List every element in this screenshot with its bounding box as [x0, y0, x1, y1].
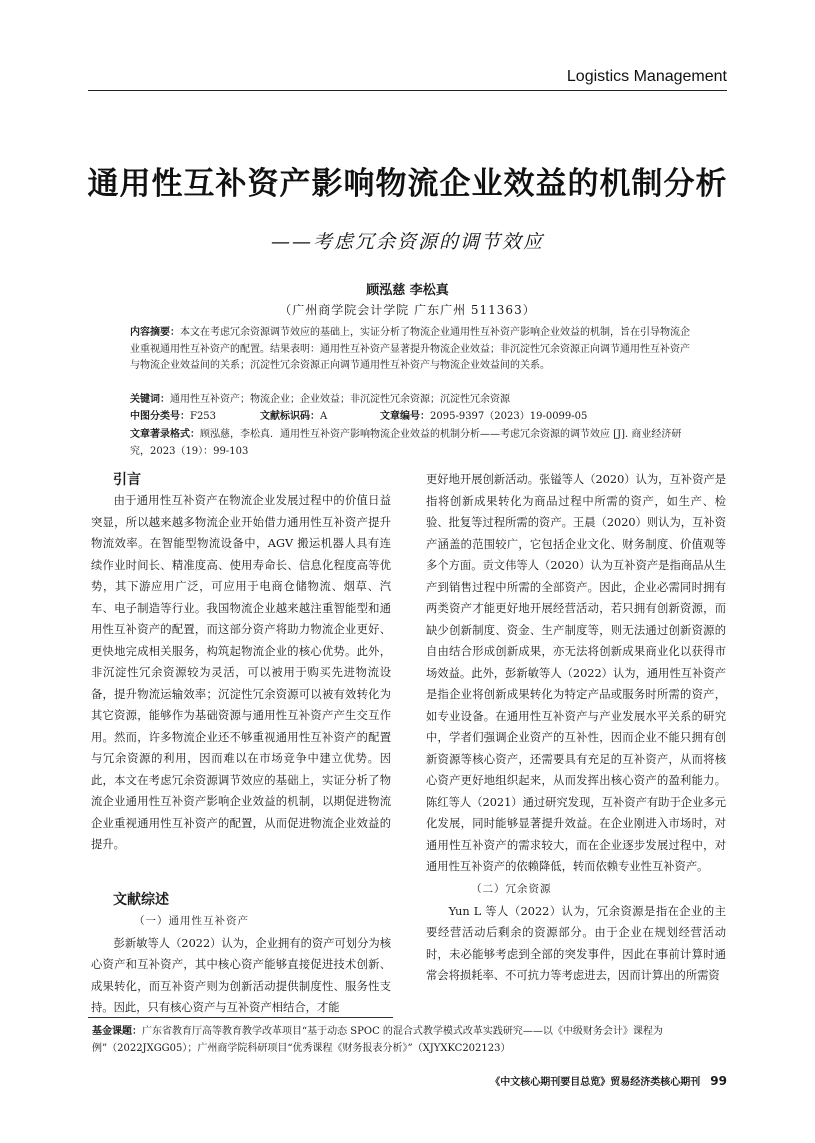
doc-code-value: A [320, 411, 328, 422]
intro-heading: 引言 [113, 472, 141, 488]
section-tag: Logistics Management [566, 68, 727, 85]
subsection-1-heading: （一）通用性互补资产 [134, 914, 249, 927]
keywords [130, 392, 695, 409]
keywords-label: 关键词： [130, 394, 170, 405]
doc-code-label: 文献标识码： [260, 411, 320, 422]
subsection-2-paragraph: Yun L 等人（2022）认为，冗余资源是指在企业的主要经营活动后剩余的资源部分。由于企业在规划经营活动时，未必能够考虑到全部的突发事件，因此在事前计算时通常会将损耗率、不可抗力等考虑进去，因而计算出的所需资 [426, 904, 726, 982]
abstract-label: 内容摘要： [130, 327, 180, 338]
review-heading: 文献综述 [113, 891, 169, 908]
page-footer [490, 1073, 727, 1088]
subsection-2-heading: （二）冗余资源 [471, 882, 552, 895]
keywords-text: 通用性互补资产；物流企业；企业效益；非沉淀性冗余资源；沉淀性冗余资源 [170, 394, 510, 405]
author-affiliation: （广州商学院会计学院 广东广州 511363） [279, 303, 536, 317]
article-id-label: 文章编号： [380, 411, 430, 422]
page-number: 99 [710, 1074, 727, 1088]
journal-name: 《中文核心期刊要目总览》贸易经济类核心期刊 [490, 1077, 701, 1088]
citation-label: 文章著录格式： [130, 429, 200, 440]
abstract [130, 325, 695, 375]
intro-paragraph: 由于通用性互补资产在物流企业发展过程中的价值日益突显，所以越来越多物流企业开始借力通用性互补资产提升物流效率。在智能型物流设备中，AGV 搬运机器人具有连续作业时间长、精准度高、使用寿命长、信息化程度高等优势，其下游应用广泛，可应用于电商仓储物流、烟草、汽车、电子制造等行业。我国物流企业越来越注重智能型和通用性互补资产的配置，而这部分资产将助力物流企业更好、更快地完成相关服务，构筑起物流企业的核心优势。此外，非沉淀性冗余资源较为灵活，可以被用于购买先进物流设备，提升物流运输效率；沉淀性冗余资源可以被有效转化为其它资源，能够作为基础资源与通用性互补资产产生交互作用。然而，许多物流企业还不够重视通用性互补资产的配置与冗余资源的利用，因而难以在市场竞争中建立优势。因此，本文在考虑冗余资源调节效应的基础上，实证分析了物流企业通用性互补资产影响企业效益的机制，以期促进物流企业重视通用性互补资产的配置，从而促进物流企业效益的提升。 [91, 494, 391, 851]
header-rule [88, 90, 727, 91]
citation-text: 顾泓慈，李松真．通用性互补资产影响物流企业效益的机制分析——考虑冗余资源的调节效应 [J]. 商业经济研究，2023（19）：99-103 [130, 429, 682, 457]
clc-value: F253 [190, 411, 217, 422]
funding-label: 基金课题： [92, 1026, 142, 1037]
article-subtitle: ——考虑冗余资源的调节效应 [270, 231, 544, 253]
abstract-text: 本文在考虑冗余资源调节效应的基础上，实证分析了物流企业通用性互补资产影响企业效益的机制，旨在引导物流企业重视通用性互补资产的配置。结果表明：通用性互补资产显著提升物流企业效益；非沉淀性冗余资源正向调节通用性互补资产与物流企业效益间的关系；沉淀性冗余资源正向调节通用性互补资产与物流企业效益间的关系。 [130, 327, 690, 371]
right-column [426, 469, 726, 987]
article-title: 通用性互补资产影响物流企业效益的机制分析 [87, 166, 728, 202]
funding-text: 广东省教育厅高等教育教学改革项目“基于动态 SPOC 的混合式教学模式改革实践研究——以《中级财务会计》课程为例”（2022JXGG05）；广州商学院科研项目“优秀课程《财务报表分析》”（XJYXKC202123） [92, 1026, 663, 1054]
author-names: 顾泓慈 李松真 [366, 283, 449, 298]
footnote-rule [88, 1017, 393, 1018]
citation [130, 427, 695, 460]
right-column-paragraph: 更好地开展创新活动。张镒等人（2020）认为，互补资产是指将创新成果转化为商品过程中所需的资产，如生产、检验、批复等过程所需的资产。王晨（2020）则认为，互补资产涵盖的范围较广，它包括企业文化、财务制度、价值观等多个方面。贡文伟等人（2020）认为互补资产是指商品从生产到销售过程中所需的全部资产。因此，企业必需同时拥有两类资产才能更好地开展经营活动，若只拥有创新资源，而缺少创新制度、资金、生产制度等，则无法通过创新资源的自由结合形成创新成果，亦无法将创新成果商业化以获得市场效益。此外，彭新敏等人（2022）认为，通用性互补资产是指企业将创新成果转化为特定产品或服务时所需的资产，如专业设备。在通用性互补资产与产业发展水平关系的研究中，学者们强调企业资产的互补性，因而企业不能只拥有创新资源等核心资产，还需要具有充足的互补资产，从而将核心资产更好地组织起来，从而发挥出核心资产的盈利能力。陈红等人（2021）通过研究发现，互补资产有助于企业多元化发展，同时能够显著提升效益。在企业刚进入市场时，对通用性互补资产的需求较大，而在企业逐步发展过程中，对通用性互补资产的依赖降低，转而依赖专业性互补资产。 [426, 473, 726, 873]
left-column [91, 472, 391, 1019]
subsection-1-paragraph: 彭新敏等人（2022）认为，企业拥有的资产可划分为核心资产和互补资产，其中核心资产能够直接促进技术创新、成果转化，而互补资产则为创新活动提供制度性、服务性支持。因此，只有核心资产与互补资产相结合，才能 [91, 936, 391, 1014]
funding-note [92, 1023, 732, 1057]
clc-label: 中图分类号： [130, 411, 190, 422]
article-id-value: 2095-9397（2023）19-0099-05 [430, 411, 588, 422]
